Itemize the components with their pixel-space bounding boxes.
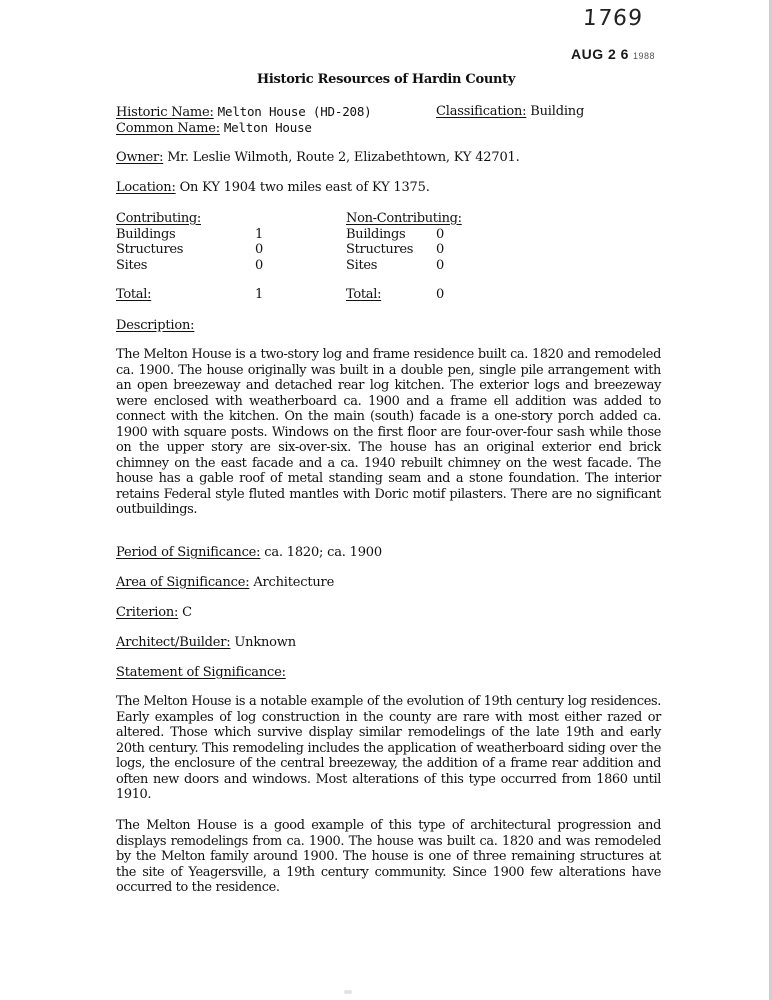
location-field [116, 180, 430, 195]
contributing-structures-label: Structures [116, 242, 184, 257]
historic-name-label: Historic Name: [116, 105, 214, 120]
contributing-sites-value: 0 [255, 257, 263, 273]
non-contributing-sites-label: Sites [346, 257, 378, 273]
description-heading [116, 318, 194, 333]
non-contributing-label: Non-Contributing: [346, 211, 462, 226]
scan-smudge [344, 990, 352, 994]
historic-name-field [116, 104, 372, 120]
criterion-value: C [182, 605, 192, 620]
date-stamp-text: AUG 2 6 [571, 46, 629, 62]
statement-of-significance-heading [116, 665, 286, 680]
contributing-buildings-value: 1 [255, 226, 263, 242]
non-contributing-total-value: 0 [436, 287, 444, 302]
description-paragraph: The Melton House is a two-story log and frame residence built ca. 1820 and remodeled ca. 1900. The house originally was built in a double pen, single pile arrangement with an open breezeway and detached rear log kitchen. The exterior logs and breezeway were enclosed with weatherboard ca. 1900 and a frame ell addition was added to connect with the kitchen. On the main (south) facade is a one-story porch added ca. 1900 with square posts. Windows on the first floor are four-over-four sash while those on the upper story are six-over-six. The house has an original exterior end brick chimney on the east facade and a ca. 1940 rebuilt chimney on the west facade. The house has a gable roof of metal standing seam and a stone foundation. The interior retains Federal style fluted mantles with Doric motif pilasters. There are no significant outbuildings. [116, 347, 661, 517]
classification-value: Building [530, 104, 585, 119]
document-title: Historic Resources of Hardin County [256, 72, 516, 87]
contributing-total-value: 1 [255, 287, 263, 302]
contributing-label: Contributing: [116, 211, 201, 226]
owner-value: Mr. Leslie Wilmoth, Route 2, Elizabethtown, KY 42701. [167, 150, 520, 165]
non-contributing-structures-label: Structures [346, 242, 414, 257]
contributing-buildings-label: Buildings [116, 226, 176, 242]
period-of-significance-field [116, 545, 382, 560]
owner-field [116, 150, 520, 165]
architect-builder-label: Architect/Builder: [116, 635, 231, 650]
period-of-significance-label: Period of Significance: [116, 545, 261, 560]
non-contributing-sites-value: 0 [436, 257, 444, 273]
architect-builder-value: Unknown [234, 635, 296, 650]
date-stamp [571, 46, 655, 62]
significance-paragraph-1: The Melton House is a notable example of the evolution of 19th century log residences. Early examples of log construction in the county are rare with most either razed or altered. Those which survive display similar remodelings of the late 19th and early 20th century. This remodeling includes the application of weatherboard siding over the logs, the enclosure of the central breezeway, the addition of a frame rear addition and often new doors and windows. Most alterations of this type occurred from 1860 until 1910. [116, 694, 661, 802]
non-contributing-buildings-value: 0 [436, 226, 444, 242]
common-name-field [116, 120, 312, 136]
contributing-total-label: Total: [116, 287, 152, 302]
non-contributing-structures-value: 0 [436, 242, 444, 257]
location-label: Location: [116, 180, 176, 195]
area-of-significance-field [116, 575, 334, 590]
period-of-significance-value: ca. 1820; ca. 1900 [264, 545, 382, 560]
significance-paragraph-2: The Melton House is a good example of this type of architectural progression and displays remodelings from ca. 1900. The house was built ca. 1820 and was remodeled by the Melton family around 1900. The house is one of three remaining structures at the site of Yeagersville, a 19th century community. Since 1900 few alterations have occurred to the residence. [116, 818, 661, 895]
owner-label: Owner: [116, 150, 164, 165]
area-of-significance-label: Area of Significance: [116, 575, 250, 590]
classification-label: Classification: [436, 104, 527, 119]
non-contributing-total-label: Total: [346, 287, 382, 302]
historic-name-value: Melton House (HD-208) [217, 104, 372, 119]
area-of-significance-value: Architecture [253, 575, 335, 590]
handwritten-number: 1769 [582, 6, 644, 31]
contributing-sites-label: Sites [116, 257, 148, 273]
non-contributing-buildings-label: Buildings [346, 226, 406, 242]
classification-field [436, 104, 584, 119]
statement-of-significance-label: Statement of Significance: [116, 665, 286, 680]
criterion-label: Criterion: [116, 605, 179, 620]
non-contributing-counts [346, 211, 546, 303]
criterion-field [116, 605, 192, 620]
common-name-label: Common Name: [116, 121, 220, 136]
architect-builder-field [116, 635, 296, 650]
description-label: Description: [116, 318, 195, 333]
contributing-counts [116, 211, 316, 303]
location-value: On KY 1904 two miles east of KY 1375. [179, 180, 430, 195]
common-name-value: Melton House [223, 120, 312, 135]
contributing-structures-value: 0 [255, 242, 263, 257]
date-stamp-year: 1988 [632, 51, 655, 61]
